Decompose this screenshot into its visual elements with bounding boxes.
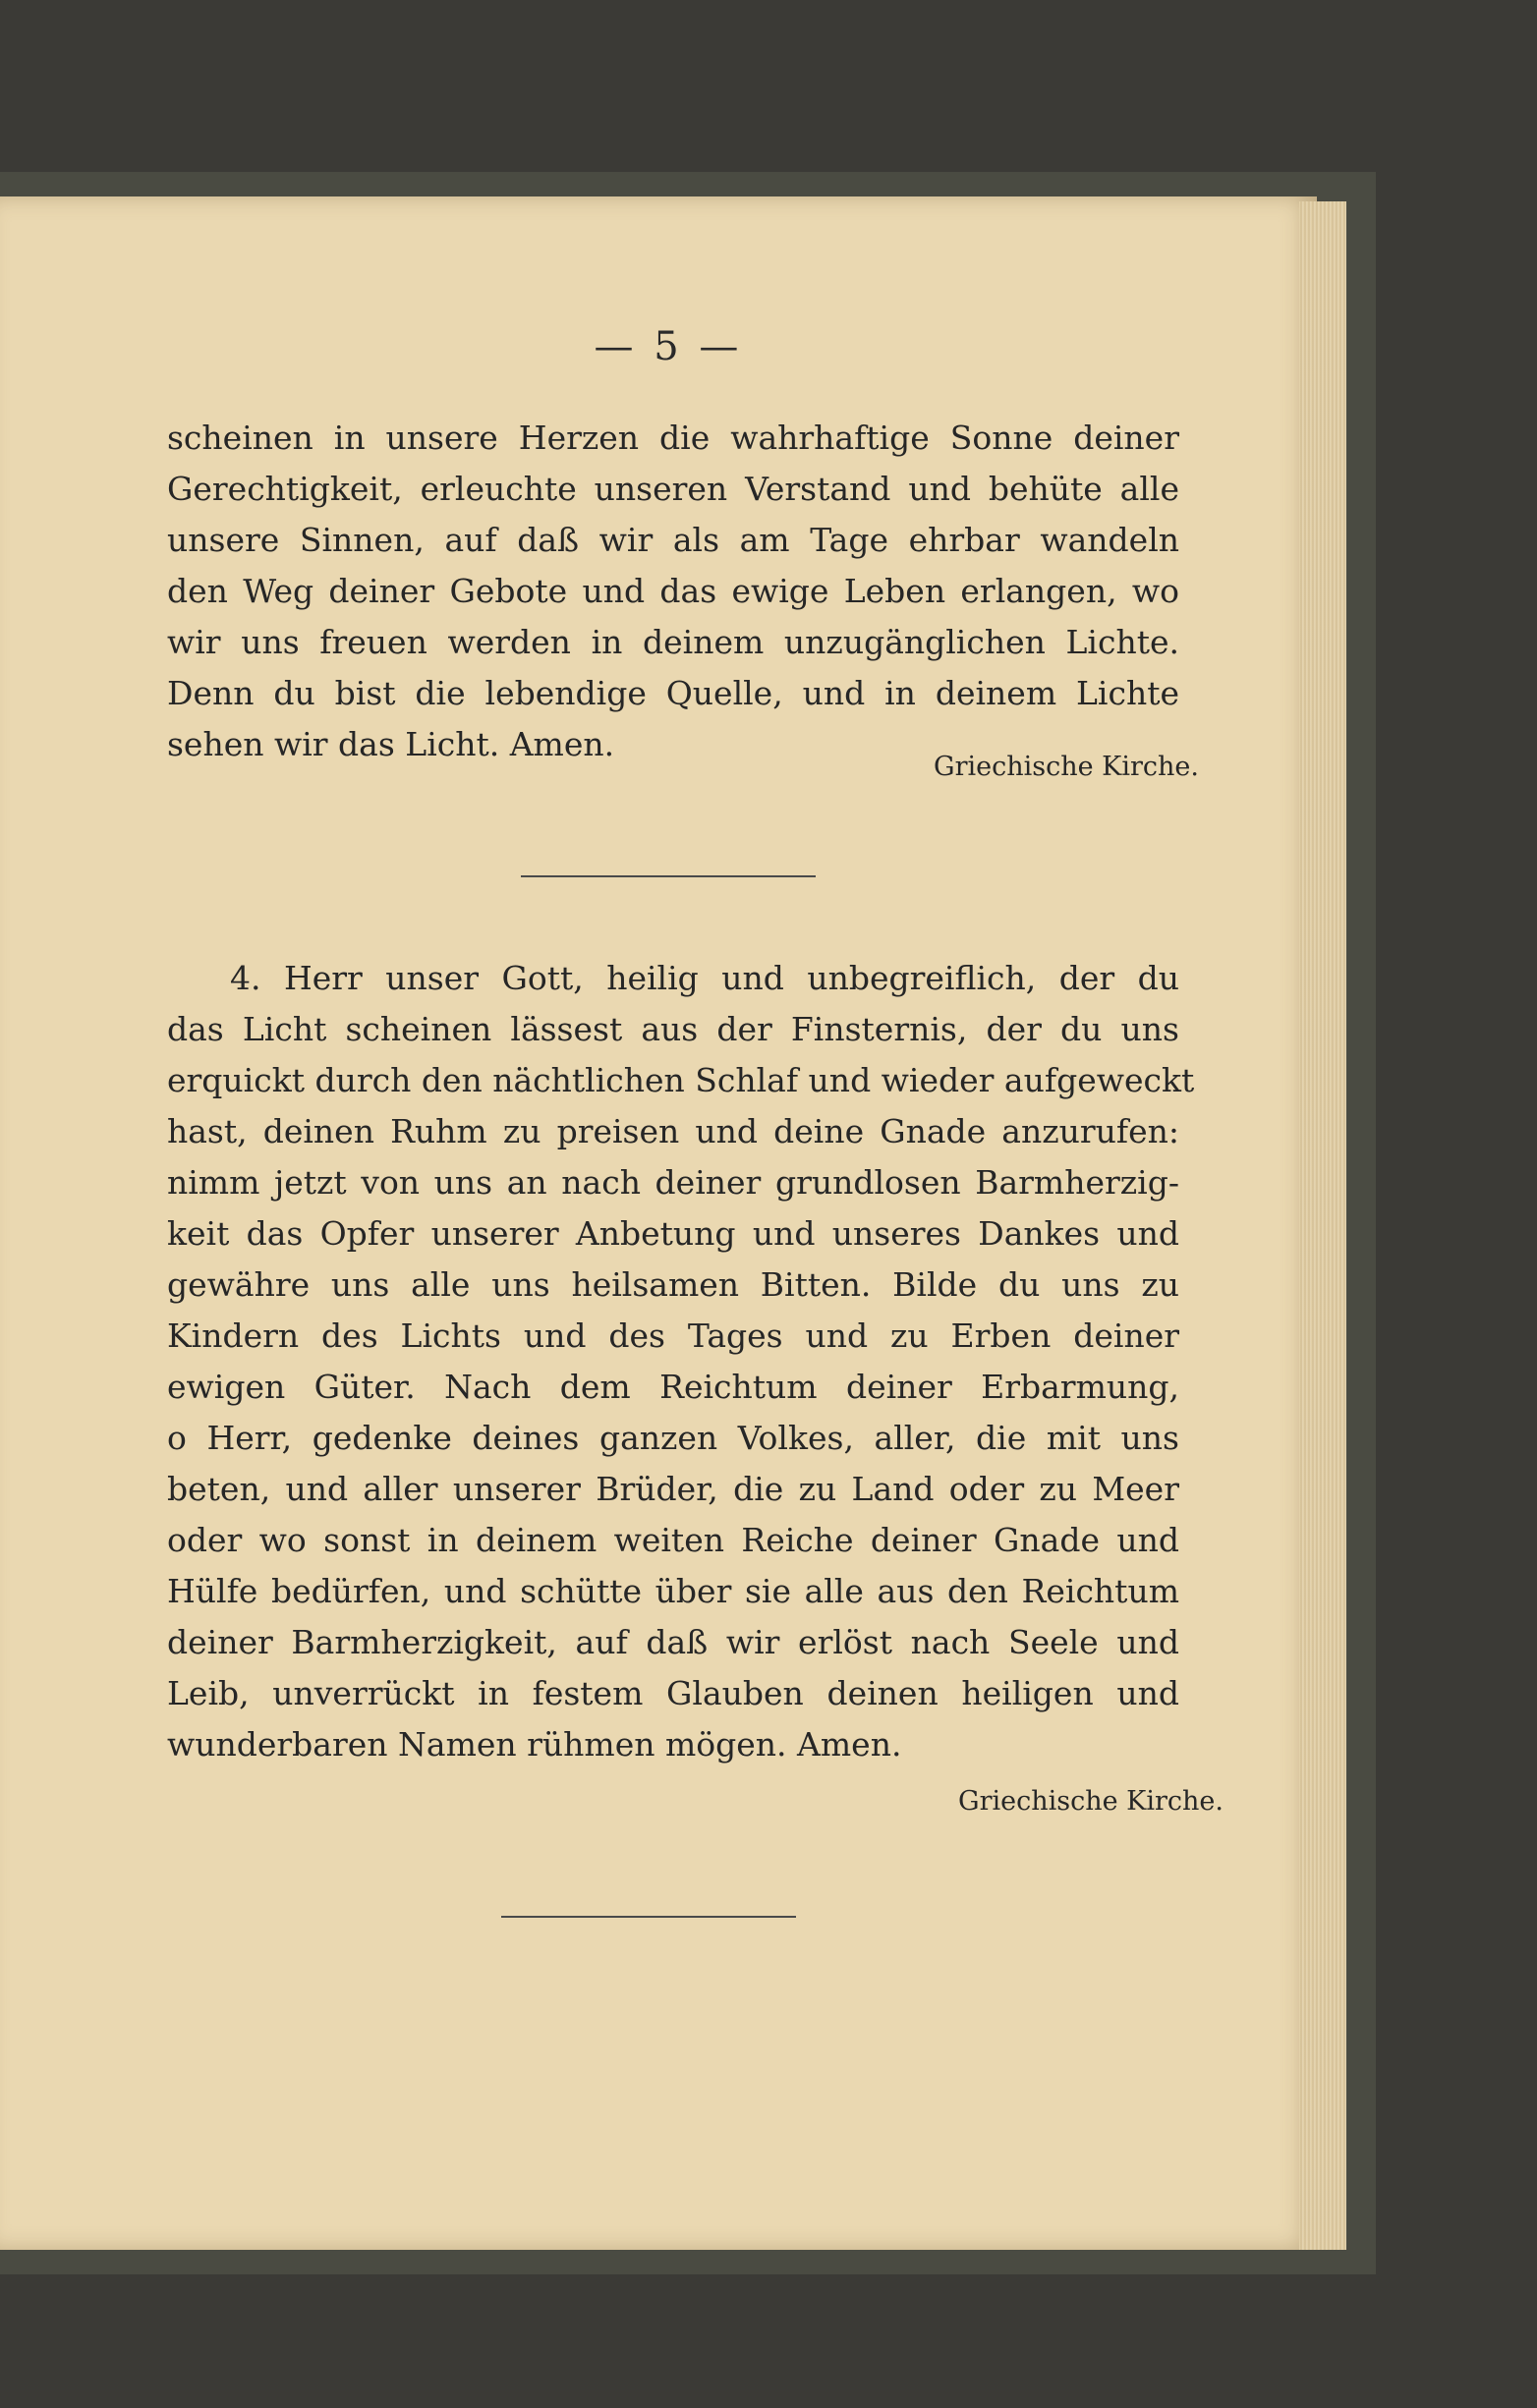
text-line: unsere Sinnen, auf daß wir als am Tage ehrbar wandeln: [167, 521, 1179, 559]
text-line: nimm jetzt von uns an nach deiner grundlosen Barmherzig-: [167, 1163, 1179, 1202]
text-line: beten, und aller unserer Brüder, die zu Land oder zu Meer: [167, 1470, 1179, 1508]
text-line: erquickt durch den nächtlichen Schlaf und wieder aufgeweckt: [167, 1061, 1195, 1099]
text-line: Kindern des Lichts und des Tages und zu Erben deiner: [167, 1316, 1179, 1355]
text-line: wunderbaren Namen rühmen mögen. Amen.: [167, 1725, 902, 1764]
text-line: keit das Opfer unserer Anbetung und unseres Dankes und: [167, 1214, 1179, 1253]
text-line: Gerechtigkeit, erleuchte unseren Verstand und behüte alle: [167, 470, 1179, 508]
text-line: 4. Herr unser Gott, heilig und unbegreiflich, der du: [230, 959, 1179, 997]
text-line: Hülfe bedürfen, und schütte über sie alle aus den Reichtum: [167, 1572, 1179, 1610]
text-line: scheinen in unsere Herzen die wahrhaftige Sonne deiner: [167, 419, 1179, 457]
text-line: o Herr, gedenke deines ganzen Volkes, aller, die mit uns: [167, 1419, 1179, 1457]
section-divider: [521, 875, 816, 877]
prayer-source: Griechische Kirche.: [958, 1786, 1224, 1817]
text-line: deiner Barmherzigkeit, auf daß wir erlöst nach Seele und: [167, 1623, 1179, 1661]
page-edges: [1299, 201, 1346, 2250]
prayer-source: Griechische Kirche.: [934, 752, 1199, 782]
text-line: sehen wir das Licht. Amen.: [167, 725, 615, 763]
text-line: das Licht scheinen lässest aus der Finsternis, der du uns: [167, 1010, 1179, 1048]
text-line: Denn du bist die lebendige Quelle, und in deinem Lichte: [167, 674, 1179, 712]
text-line: hast, deinen Ruhm zu preisen und deine Gnade anzurufen:: [167, 1112, 1179, 1150]
section-divider: [501, 1916, 796, 1918]
text-line: den Weg deiner Gebote und das ewige Leben erlangen, wo: [167, 572, 1179, 610]
text-line: oder wo sonst in deinem weiten Reiche deiner Gnade und: [167, 1521, 1179, 1559]
prayer-4-text: [167, 953, 1195, 1770]
text-line: gewähre uns alle uns heilsamen Bitten. Bilde du uns zu: [167, 1265, 1179, 1304]
text-line: Leib, unverrückt in festem Glauben deinen heiligen und: [167, 1674, 1179, 1712]
prayer-continued-text: [167, 413, 1179, 770]
page-number: — 5 —: [594, 324, 743, 369]
text-line: ewigen Güter. Nach dem Reichtum deiner Erbarmung,: [167, 1368, 1179, 1406]
text-line: wir uns freuen werden in deinem unzugänglichen Lichte.: [167, 623, 1179, 661]
